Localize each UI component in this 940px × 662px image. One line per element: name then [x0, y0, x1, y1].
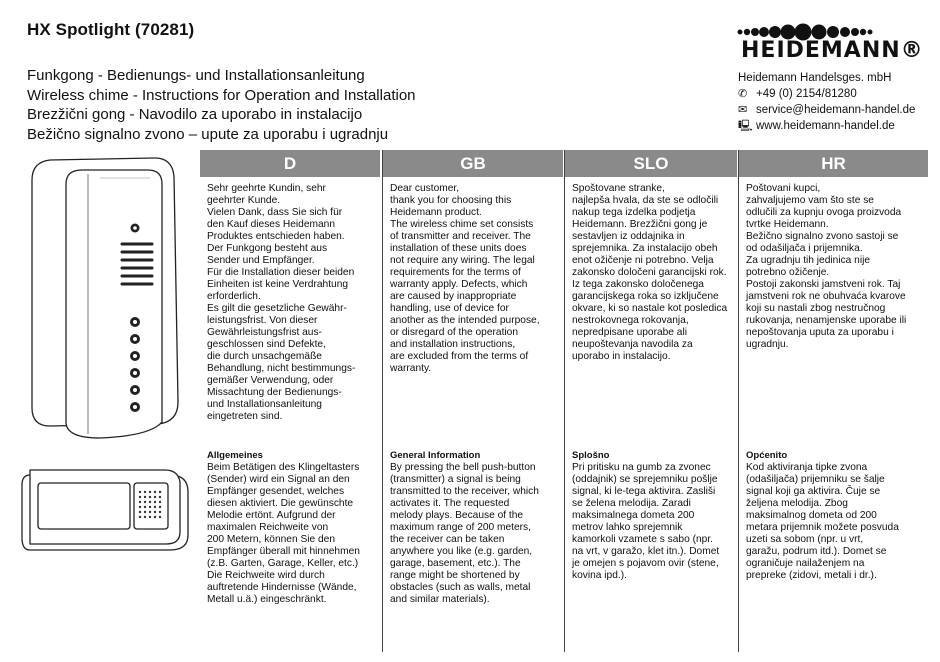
contact-phone: +49 (0) 2154/81280 — [756, 88, 857, 100]
column-hr — [738, 150, 928, 652]
contact-web: www.heidemann-handel.de — [756, 120, 895, 132]
product-illustration — [0, 140, 200, 560]
computer-icon: 🖳 — [738, 120, 753, 132]
phone-icon: ✆ — [738, 88, 748, 100]
section-text-de: Beim Betätigen des Klingeltasters (Sender) wird ein Signal an den Empfänger gesendet, welches diesen aktiviert. Die gewünschte Melodie ertönt. Aufgrund der maximalen Reichweite von 200 Metern, können Sie den Empfänger überall mit hinnehmen (z.B. Garten, Garage, Keller, etc.) Die Reichweite wird durch auftretende Hindernisse (Wände, Metall u.ä.) eingeschränkt. — [207, 462, 360, 605]
intro-text-de: Sehr geehrte Kundin, sehr geehrter Kunde. Vielen Dank, dass Sie sich für den Kauf dieses Heidemann Produktes entschieden haben. Der Funkgong besteht aus Sender und Empfänger. Für die Installation dieser beiden Einheiten ist keine Verdrahtung erforderlich. Es gilt die gesetzliche Gewähr- leistungsfrist. Von dieser Gewährleistungsfrist aus- geschlossen sind Defekte, die durch unsachgemäße Behandlung, nicht bestimmungs- gemäßer Verwendung, oder Missachtung der Bedienungs- und Installationsanleitung eingetreten sind. — [207, 183, 356, 422]
section-text-gb: By pressing the bell push-button (transmitter) a signal is being transmitted to the receiver, which activates it. The requested melody plays. Because of the maximum range of 200 meters, the receiver can be taken anywhere you like (e.g. garden, garage, basement, etc.). The range might be shortened by obstacles (such as walls, metal and similar materials). — [390, 462, 539, 605]
column-header-slo: SLO — [565, 150, 737, 177]
subtitle-de: Funkgong - Bedienungs- und Installationsanleitung — [27, 67, 365, 84]
intro-text-gb: Dear customer, thank you for choosing this Heidemann product. The wireless chime set consists of transmitter and receiver. The installation of these units does not require any wiring. The legal requirements for the terms of warranty apply. Defects, which are caused by inappropriate handling, use of device for another as the intended purpose, or disregard of the operation and installation instructions, are excluded from the terms of warranty. — [390, 183, 540, 374]
section-gb — [390, 450, 560, 606]
contact-phone-row — [738, 86, 915, 102]
contact-email-row — [738, 102, 915, 118]
section-heading-gb: General Information — [390, 450, 481, 461]
section-hr — [746, 450, 916, 582]
contact-info — [738, 70, 915, 134]
section-text-slo: Pri pritisku na gumb za zvonec (oddajnik) se sprejemniku pošlje signal, ki le-tega aktivira. Zasliši se želena melodija. Zaradi maksimalnega dometa 200 metrov lahko sprejemnik kamorkoli vzamete s sabo (npr. na vrt, v garažo, klet itn.). Domet je omejen s pojavom ovir (stene, kovina ipd.). — [572, 462, 720, 581]
section-text-hr: Kod aktiviranja tipke zvona (odašiljača) prijemniku se šalje signal koji ga aktivira. Čuje se željena melodija. Zbog maksimalnog dometa od 200 metara prijemnik možete posvuda uzeti sa sobom (npr. u vrt, garažu, podrum itd.). Domet se ograničuje nailaženjem na prepreke (zidovi, metali i dr.). — [746, 462, 899, 581]
subtitle-slo: Brezžični gong - Navodilo za uporabo in instalacijo — [27, 106, 363, 123]
brand-logo-text: HEIDEMANN® — [741, 38, 924, 63]
section-slo — [572, 450, 742, 582]
contact-web-row — [738, 118, 915, 134]
subtitle-en: Wireless chime - Instructions for Operation and Installation — [27, 86, 416, 104]
transmitter-illustration — [22, 470, 188, 550]
document-title: HX Spotlight (70281) — [27, 20, 195, 39]
section-heading-de: Allgemeines — [207, 450, 263, 461]
column-header-hr: HR — [739, 150, 928, 177]
column-de — [200, 150, 382, 652]
column-gb — [382, 150, 565, 652]
section-heading-hr: Općenito — [746, 450, 788, 461]
subtitle-hr: Bežično signalno zvono – upute za uporabu i ugradnju — [27, 125, 389, 143]
language-table — [200, 150, 927, 652]
section-de — [207, 450, 377, 606]
column-slo — [564, 150, 739, 652]
column-header-gb: GB — [383, 150, 563, 177]
company-name: Heidemann Handelsges. mbH — [738, 72, 892, 84]
contact-email: service@heidemann-handel.de — [756, 104, 916, 116]
intro-text-hr: Poštovani kupci, zahvaljujemo vam što ste se odlučili za kupnju ovoga proizvoda tvrtke Heidemann. Bežično signalno zvono sastoji se od odašiljača i prijemnika. Za ugradnju tih jedinica nije potrebno ožičenje. Postoji zakonski jamstveni rok. Taj jamstveni rok ne obuhvaća kvarove koji su nastali zbog nestručnog rukovanja, nenamjenske uporabe ili nepoštovanja uputa za uporabu i ugradnju. — [746, 183, 907, 350]
subtitle-block — [27, 66, 416, 144]
envelope-icon: ✉ — [738, 104, 748, 116]
intro-text-slo: Spoštovane stranke, najlepša hvala, da ste se odločili nakup tega izdelka podjetja Heidemann. Brezžični gong je sestavljen iz oddajnika in sprejemnika. Za instalacijo obeh enot ožičenje ni potrebno. Velja zakonsko določeni garancijski rok. Iz tega zakonsko določenega garancijskega roka so izključene okvare, ki so nastale kot posledica nestrokovnega rokovanja, nepredpisane uporabe ali neupoštevanja navodila za uporabo in instalacijo. — [572, 183, 728, 362]
receiver-front-panel — [66, 170, 162, 438]
column-header-de: D — [200, 150, 380, 177]
section-heading-slo: Splošno — [572, 450, 610, 461]
